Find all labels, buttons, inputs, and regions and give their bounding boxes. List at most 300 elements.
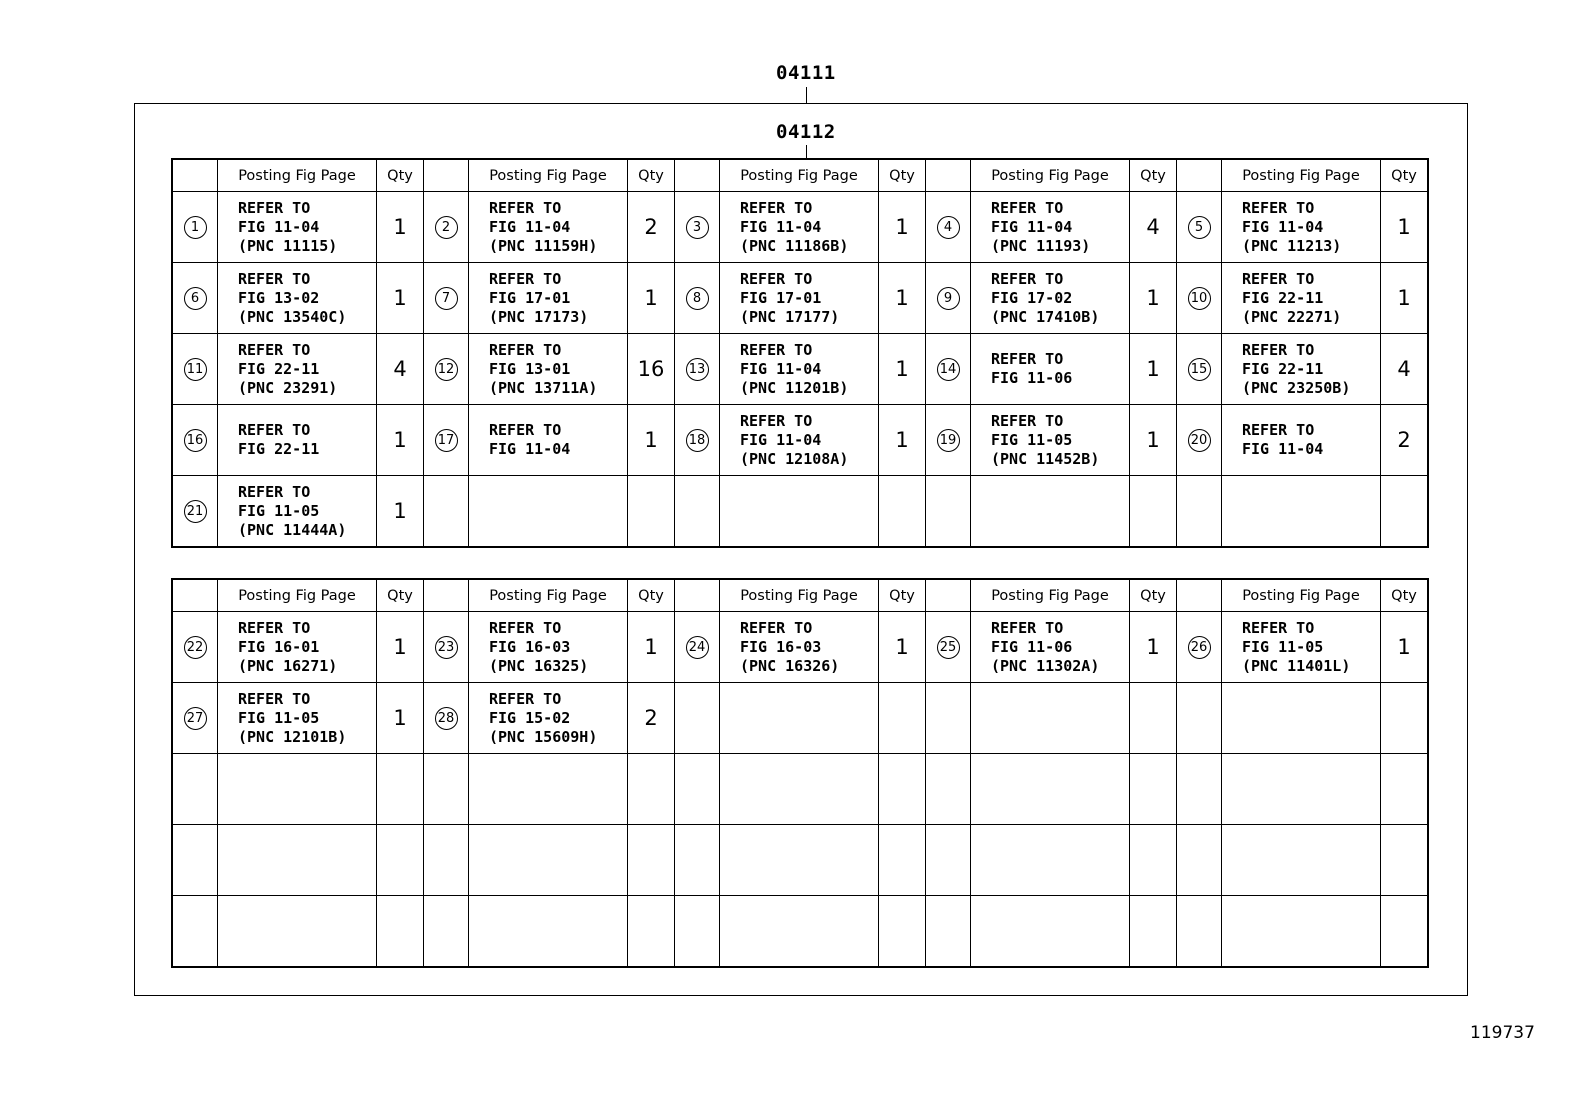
posting-reference-cell: [720, 405, 879, 476]
qty-cell: 1: [377, 405, 424, 476]
qty-cell: [377, 754, 424, 825]
item-number-callout: 18: [686, 429, 709, 452]
item-number-cell: [675, 683, 720, 754]
assembly-label-outer: 04111: [776, 62, 836, 84]
item-number-cell: [172, 825, 218, 896]
item-number-callout: 20: [1188, 429, 1211, 452]
item-number-cell: [926, 896, 971, 968]
header-row: [172, 579, 1428, 612]
reference-line: FIG 16-01: [238, 637, 320, 656]
reference-line: (PNC 11201B): [740, 378, 849, 397]
header-number-cell: [424, 579, 469, 612]
reference-line: (PNC 16325): [489, 656, 589, 675]
item-number-cell: [172, 476, 218, 548]
qty-cell: [1130, 754, 1177, 825]
reference-line: FIG 17-02: [991, 288, 1073, 307]
reference-line: REFER TO: [991, 269, 1064, 288]
posting-reference-cell: [720, 825, 879, 896]
reference-line: REFER TO: [238, 618, 311, 637]
item-number-callout: 17: [435, 429, 458, 452]
reference-line: (PNC 11452B): [991, 449, 1100, 468]
item-number-callout: 1: [184, 216, 207, 239]
item-number-cell: [424, 334, 469, 405]
item-number-cell: [172, 896, 218, 968]
reference-line: FIG 11-04: [489, 217, 571, 236]
header-qty: Qty: [1130, 159, 1177, 192]
item-number-cell: [675, 334, 720, 405]
reference-line: (PNC 13711A): [489, 378, 598, 397]
reference-line: FIG 22-11: [1242, 288, 1324, 307]
posting-reference-cell: [218, 683, 377, 754]
reference-line: FIG 22-11: [238, 440, 320, 458]
item-number-callout: 12: [435, 358, 458, 381]
item-number-callout: 9: [937, 287, 960, 310]
posting-reference-cell: [218, 754, 377, 825]
reference-line: (PNC 23250B): [1242, 378, 1351, 397]
posting-reference-cell: [469, 334, 628, 405]
reference-text: [1222, 270, 1380, 327]
table-row: [172, 476, 1428, 548]
item-number-callout: 4: [937, 216, 960, 239]
header-number-cell: [926, 579, 971, 612]
item-number-cell: [424, 192, 469, 263]
header-number-cell: [1177, 579, 1222, 612]
reference-text: [971, 619, 1129, 676]
item-number-cell: [424, 476, 469, 548]
item-number-callout: 13: [686, 358, 709, 381]
qty-cell: [628, 896, 675, 968]
posting-reference-cell: [971, 825, 1130, 896]
reference-line: REFER TO: [740, 269, 813, 288]
posting-reference-cell: [218, 476, 377, 548]
reference-line: REFER TO: [740, 340, 813, 359]
item-number-callout: 15: [1188, 358, 1211, 381]
reference-line: REFER TO: [991, 411, 1064, 430]
reference-line: FIG 11-06: [991, 369, 1073, 387]
item-number-cell: [675, 825, 720, 896]
qty-cell: 1: [879, 263, 926, 334]
qty-cell: 1: [377, 612, 424, 683]
reference-line: (PNC 11186B): [740, 236, 849, 255]
reference-line: FIG 11-05: [991, 430, 1073, 449]
posting-reference-cell: [1222, 334, 1381, 405]
header-qty: Qty: [1130, 579, 1177, 612]
header-qty: Qty: [628, 579, 675, 612]
reference-line: REFER TO: [238, 689, 311, 708]
reference-text: [469, 690, 627, 747]
item-number-cell: [1177, 612, 1222, 683]
reference-text: [218, 690, 376, 747]
item-number-cell: [1177, 192, 1222, 263]
item-number-callout: 28: [435, 707, 458, 730]
header-qty: Qty: [1381, 159, 1429, 192]
reference-line: (PNC 23291): [238, 378, 338, 397]
reference-line: (PNC 17410B): [991, 307, 1100, 326]
posting-reference-cell: [971, 754, 1130, 825]
item-number-cell: [1177, 405, 1222, 476]
reference-text: [971, 350, 1129, 388]
qty-cell: [1130, 683, 1177, 754]
posting-reference-cell: [1222, 476, 1381, 548]
header-qty: Qty: [879, 159, 926, 192]
reference-line: (PNC 15609H): [489, 727, 598, 746]
reference-line: FIG 22-11: [238, 359, 320, 378]
item-number-cell: [172, 192, 218, 263]
reference-line: FIG 17-01: [740, 288, 822, 307]
posting-reference-cell: [218, 612, 377, 683]
posting-reference-cell: [1222, 192, 1381, 263]
qty-cell: 2: [628, 683, 675, 754]
reference-text: [1222, 341, 1380, 398]
qty-cell: 1: [1381, 192, 1429, 263]
item-number-callout: 24: [686, 636, 709, 659]
item-number-cell: [926, 754, 971, 825]
reference-line: REFER TO: [489, 618, 562, 637]
item-number-cell: [424, 896, 469, 968]
item-number-cell: [675, 896, 720, 968]
qty-cell: [879, 754, 926, 825]
reference-text: [469, 341, 627, 398]
reference-line: REFER TO: [238, 269, 311, 288]
reference-line: (PNC 11302A): [991, 656, 1100, 675]
posting-reference-cell: [971, 334, 1130, 405]
qty-cell: [1381, 825, 1429, 896]
item-number-cell: [675, 754, 720, 825]
item-number-callout: 23: [435, 636, 458, 659]
qty-cell: 1: [879, 405, 926, 476]
item-number-cell: [926, 612, 971, 683]
item-number-cell: [1177, 825, 1222, 896]
item-number-cell: [675, 405, 720, 476]
posting-reference-cell: [218, 263, 377, 334]
reference-text: [469, 421, 627, 459]
posting-reference-cell: [971, 683, 1130, 754]
reference-line: FIG 11-04: [740, 359, 822, 378]
reference-line: REFER TO: [740, 618, 813, 637]
qty-cell: [879, 825, 926, 896]
header-posting-fig-page: Posting Fig Page: [971, 579, 1130, 612]
reference-line: REFER TO: [238, 421, 311, 439]
posting-reference-cell: [218, 334, 377, 405]
reference-line: FIG 11-05: [238, 501, 320, 520]
posting-reference-cell: [1222, 754, 1381, 825]
item-number-callout: 11: [184, 358, 207, 381]
qty-cell: [1381, 476, 1429, 548]
posting-reference-cell: [1222, 612, 1381, 683]
posting-reference-cell: [720, 192, 879, 263]
reference-text: [218, 421, 376, 459]
table-row: [172, 683, 1428, 754]
qty-cell: 1: [628, 263, 675, 334]
reference-line: REFER TO: [1242, 421, 1315, 439]
qty-cell: [1381, 754, 1429, 825]
reference-line: FIG 17-01: [489, 288, 571, 307]
item-number-cell: [1177, 334, 1222, 405]
reference-text: [971, 199, 1129, 256]
qty-cell: [1130, 476, 1177, 548]
item-number-cell: [926, 192, 971, 263]
qty-cell: [377, 896, 424, 968]
posting-reference-cell: [1222, 263, 1381, 334]
qty-cell: 1: [879, 612, 926, 683]
header-posting-fig-page: Posting Fig Page: [1222, 579, 1381, 612]
reference-line: (PNC 11159H): [489, 236, 598, 255]
reference-line: (PNC 11213): [1242, 236, 1342, 255]
item-number-callout: 19: [937, 429, 960, 452]
qty-cell: [879, 683, 926, 754]
posting-reference-cell: [1222, 896, 1381, 968]
header-number-cell: [926, 159, 971, 192]
posting-reference-cell: [469, 825, 628, 896]
reference-line: REFER TO: [489, 421, 562, 439]
reference-text: [1222, 619, 1380, 676]
posting-reference-cell: [971, 612, 1130, 683]
qty-cell: [879, 476, 926, 548]
reference-line: FIG 11-04: [1242, 440, 1324, 458]
posting-reference-cell: [720, 476, 879, 548]
reference-line: FIG 11-06: [991, 637, 1073, 656]
reference-line: (PNC 17177): [740, 307, 840, 326]
reference-line: REFER TO: [489, 689, 562, 708]
table-row: [172, 825, 1428, 896]
reference-line: FIG 11-05: [1242, 637, 1324, 656]
reference-text: [218, 619, 376, 676]
item-number-callout: 22: [184, 636, 207, 659]
leader-line-outer: [806, 87, 807, 104]
qty-cell: 1: [879, 334, 926, 405]
reference-line: (PNC 22271): [1242, 307, 1342, 326]
reference-text: [218, 483, 376, 540]
posting-reference-cell: [971, 405, 1130, 476]
header-posting-fig-page: Posting Fig Page: [469, 579, 628, 612]
posting-reference-cell: [720, 263, 879, 334]
posting-reference-cell: [971, 896, 1130, 968]
item-number-callout: 2: [435, 216, 458, 239]
item-number-cell: [424, 754, 469, 825]
header-number-cell: [424, 159, 469, 192]
reference-line: FIG 16-03: [489, 637, 571, 656]
table-row: [172, 405, 1428, 476]
table-row: [172, 263, 1428, 334]
reference-text: [218, 270, 376, 327]
item-number-callout: 6: [184, 287, 207, 310]
qty-cell: 4: [1130, 192, 1177, 263]
reference-line: REFER TO: [489, 198, 562, 217]
table-row: [172, 612, 1428, 683]
reference-line: FIG 11-04: [740, 217, 822, 236]
reference-text: [720, 412, 878, 469]
reference-line: REFER TO: [1242, 198, 1315, 217]
item-number-cell: [424, 825, 469, 896]
posting-reference-cell: [469, 612, 628, 683]
posting-reference-cell: [720, 683, 879, 754]
header-qty: Qty: [377, 159, 424, 192]
reference-table-lower: [171, 578, 1429, 968]
item-number-cell: [424, 612, 469, 683]
item-number-cell: [926, 263, 971, 334]
posting-reference-cell: [971, 192, 1130, 263]
qty-cell: [1381, 683, 1429, 754]
header-posting-fig-page: Posting Fig Page: [218, 159, 377, 192]
item-number-cell: [172, 334, 218, 405]
reference-text: [1222, 421, 1380, 459]
reference-line: REFER TO: [740, 198, 813, 217]
qty-cell: 4: [1381, 334, 1429, 405]
reference-line: FIG 11-04: [489, 440, 571, 458]
header-row: [172, 159, 1428, 192]
posting-reference-cell: [469, 405, 628, 476]
posting-reference-cell: [469, 683, 628, 754]
qty-cell: [879, 896, 926, 968]
reference-line: (PNC 11444A): [238, 520, 347, 539]
reference-text: [720, 270, 878, 327]
reference-line: REFER TO: [991, 198, 1064, 217]
posting-reference-cell: [218, 825, 377, 896]
header-qty: Qty: [628, 159, 675, 192]
reference-text: [1222, 199, 1380, 256]
header-number-cell: [172, 579, 218, 612]
posting-reference-cell: [1222, 825, 1381, 896]
reference-text: [971, 412, 1129, 469]
qty-cell: [628, 476, 675, 548]
posting-reference-cell: [469, 263, 628, 334]
header-number-cell: [1177, 159, 1222, 192]
item-number-cell: [1177, 683, 1222, 754]
qty-cell: 1: [377, 263, 424, 334]
item-number-cell: [424, 683, 469, 754]
qty-cell: 4: [377, 334, 424, 405]
qty-cell: 1: [628, 405, 675, 476]
qty-cell: [1130, 896, 1177, 968]
qty-cell: 2: [628, 192, 675, 263]
qty-cell: 1: [1130, 612, 1177, 683]
qty-cell: 1: [1130, 334, 1177, 405]
qty-cell: 16: [628, 334, 675, 405]
qty-cell: 1: [1130, 405, 1177, 476]
reference-line: FIG 11-04: [991, 217, 1073, 236]
item-number-callout: 5: [1188, 216, 1211, 239]
posting-reference-cell: [720, 612, 879, 683]
table-row: [172, 192, 1428, 263]
reference-text: [218, 341, 376, 398]
item-number-callout: 8: [686, 287, 709, 310]
posting-reference-cell: [720, 754, 879, 825]
item-number-callout: 25: [937, 636, 960, 659]
reference-line: FIG 13-02: [238, 288, 320, 307]
reference-line: FIG 11-04: [1242, 217, 1324, 236]
item-number-callout: 14: [937, 358, 960, 381]
posting-reference-cell: [1222, 405, 1381, 476]
reference-line: REFER TO: [489, 269, 562, 288]
header-posting-fig-page: Posting Fig Page: [218, 579, 377, 612]
reference-line: (PNC 11193): [991, 236, 1091, 255]
table-row: [172, 334, 1428, 405]
posting-reference-cell: [218, 405, 377, 476]
header-qty: Qty: [879, 579, 926, 612]
item-number-cell: [675, 476, 720, 548]
reference-text: [469, 619, 627, 676]
reference-line: REFER TO: [1242, 269, 1315, 288]
reference-line: REFER TO: [1242, 618, 1315, 637]
qty-cell: 1: [377, 476, 424, 548]
posting-reference-cell: [218, 192, 377, 263]
item-number-callout: 7: [435, 287, 458, 310]
reference-line: REFER TO: [740, 411, 813, 430]
item-number-cell: [1177, 896, 1222, 968]
item-number-cell: [1177, 263, 1222, 334]
table-row: [172, 896, 1428, 968]
item-number-cell: [172, 612, 218, 683]
reference-text: [720, 619, 878, 676]
item-number-cell: [926, 405, 971, 476]
assembly-label-inner: 04112: [776, 121, 836, 143]
item-number-cell: [926, 825, 971, 896]
qty-cell: [377, 825, 424, 896]
reference-line: (PNC 16271): [238, 656, 338, 675]
header-number-cell: [675, 579, 720, 612]
header-number-cell: [675, 159, 720, 192]
posting-reference-cell: [469, 896, 628, 968]
header-number-cell: [172, 159, 218, 192]
leader-line-inner: [806, 145, 807, 158]
qty-cell: 1: [1130, 263, 1177, 334]
item-number-cell: [172, 263, 218, 334]
reference-line: (PNC 11401L): [1242, 656, 1351, 675]
item-number-cell: [424, 405, 469, 476]
posting-reference-cell: [971, 476, 1130, 548]
posting-reference-cell: [218, 896, 377, 968]
reference-line: FIG 11-05: [238, 708, 320, 727]
reference-line: (PNC 13540C): [238, 307, 347, 326]
item-number-callout: 26: [1188, 636, 1211, 659]
qty-cell: [628, 754, 675, 825]
reference-line: REFER TO: [238, 482, 311, 501]
posting-reference-cell: [469, 192, 628, 263]
item-number-cell: [424, 263, 469, 334]
qty-cell: 1: [628, 612, 675, 683]
reference-text: [218, 199, 376, 256]
posting-reference-cell: [720, 334, 879, 405]
item-number-cell: [926, 334, 971, 405]
reference-line: (PNC 16326): [740, 656, 840, 675]
reference-line: (PNC 11115): [238, 236, 338, 255]
item-number-cell: [172, 405, 218, 476]
item-number-callout: 3: [686, 216, 709, 239]
qty-cell: 1: [879, 192, 926, 263]
posting-reference-cell: [971, 263, 1130, 334]
item-number-callout: 27: [184, 707, 207, 730]
reference-text: [469, 270, 627, 327]
reference-line: REFER TO: [991, 618, 1064, 637]
posting-reference-cell: [1222, 683, 1381, 754]
reference-line: FIG 15-02: [489, 708, 571, 727]
reference-text: [720, 341, 878, 398]
qty-cell: 1: [1381, 263, 1429, 334]
reference-line: (PNC 17173): [489, 307, 589, 326]
qty-cell: [1381, 896, 1429, 968]
header-qty: Qty: [377, 579, 424, 612]
item-number-cell: [172, 683, 218, 754]
reference-line: REFER TO: [489, 340, 562, 359]
reference-table-upper: [171, 158, 1429, 548]
header-posting-fig-page: Posting Fig Page: [469, 159, 628, 192]
reference-line: REFER TO: [991, 350, 1064, 368]
header-posting-fig-page: Posting Fig Page: [971, 159, 1130, 192]
header-posting-fig-page: Posting Fig Page: [720, 579, 879, 612]
item-number-cell: [675, 263, 720, 334]
posting-reference-cell: [720, 896, 879, 968]
posting-reference-cell: [469, 754, 628, 825]
